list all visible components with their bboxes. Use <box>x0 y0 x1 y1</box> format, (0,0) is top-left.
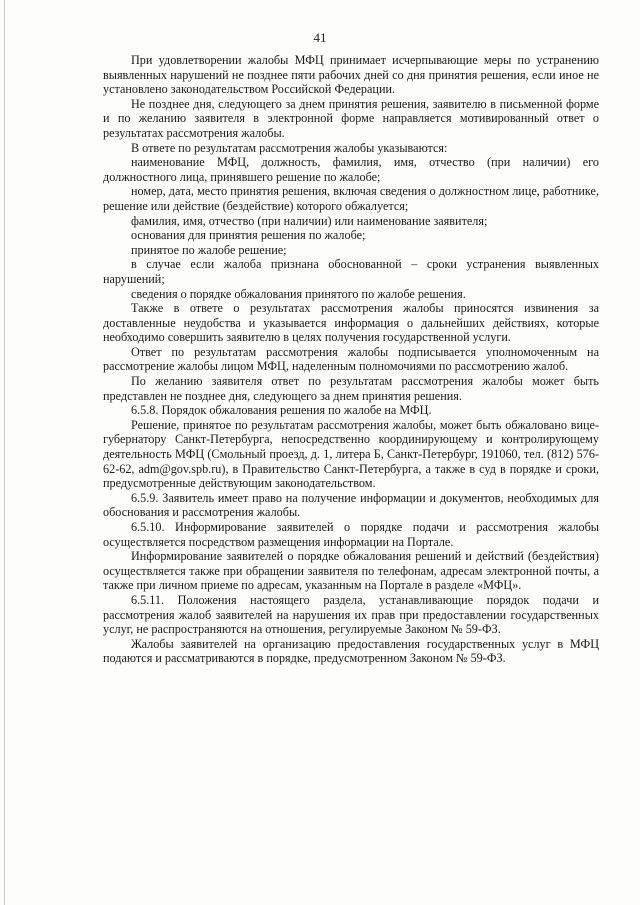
section-6-5-10: 6.5.10. Информирование заявителей о порядке подачи и рассмотрения жалобы осуществляется посредством размещения информации на Портале. <box>103 520 599 549</box>
list-item-remedy-deadlines: в случае если жалоба признана обоснованной – сроки устранения выявленных нарушений; <box>103 257 599 286</box>
paragraph-remedy-measures: При удовлетворении жалобы МФЦ принимает исчерпывающие меры по устранению выявленных нарушений не позднее пяти рабочих дней со дня принятия решения, если иное не установлено законодательством Российской Федерации. <box>103 53 599 97</box>
section-6-5-11: 6.5.11. Положения настоящего раздела, устанавливающие порядок подачи и рассмотрения жалоб заявителей на нарушения их прав при предоставлении государственных услуг, не распространяются на отношения, регулируемые Законом № 59-ФЗ. <box>103 592 599 637</box>
scan-edge-line <box>4 0 5 905</box>
paragraph-answer-contents-intro: В ответе по результатам рассмотрения жалобы указываются: <box>131 140 448 155</box>
paragraph-answer-timing: По желанию заявителя ответ по результатам рассмотрения жалобы может быть представлен не позднее дня, следующего за днем принятия решения. <box>103 374 599 403</box>
page-number: 41 <box>313 30 327 45</box>
paragraph-answer-signature: Ответ по результатам рассмотрения жалобы подписывается уполномоченным на рассмотрение жалобы лицом МФЦ, наделенным полномочиями по рассмотрению жалоб. <box>103 344 599 374</box>
section-6-5-8-heading: 6.5.8. Порядок обжалования решения по жалобе на МФЦ. <box>131 403 432 418</box>
paragraph-informing-channels: Информирование заявителей о порядке обжалования решений и действий (бездействия) осуществляется также при обращении заявителя по телефонам, адресам электронной почты, а также при личном приеме по адресам, указанным на Портале в разделе «МФЦ». <box>103 549 599 593</box>
list-item-applicant-name: фамилия, имя, отчество (при наличии) или наименование заявителя; <box>131 213 488 228</box>
list-item-decision: принятое по жалобе решение; <box>131 242 287 257</box>
document-body <box>103 53 599 666</box>
paragraph-law-59-fz: Жалобы заявителей на организацию предоставления государственных услуг в МФЦ подаются и рассматриваются в порядке, предусмотренном Законом № 59-ФЗ. <box>103 636 599 666</box>
paragraph-appeal-addressees: Решение, принятое по результатам рассмотрения жалобы, может быть обжаловано вице-губернатору Санкт-Петербурга, непосредственно координирующему и контролирующему деятельность МФЦ (Смольный проезд, д. 1, литера Б, Санкт-Петербург, 191060, тел. (812) 576-62-62, adm@gov.spb.ru), в Правительство Санкт-Петербурга, а также в суд в порядке и сроки, предусмотренные действующим законодательством. <box>103 417 599 491</box>
list-item-decision-details: номер, дата, место принятия решения, включая сведения о должностном лице, работнике, решение или действие (бездействие) которого обжалуется; <box>103 184 599 213</box>
section-6-5-9: 6.5.9. Заявитель имеет право на получение информации и документов, необходимых для обоснования и рассмотрения жалобы. <box>103 490 599 520</box>
paragraph-apologies: Также в ответе о результатах рассмотрения жалобы приносятся извинения за доставленные неудобства и указывается информация о дальнейших действиях, которые необходимо совершить заявителю в целях получения государственной услуги. <box>103 301 599 345</box>
list-item-mfc-official: наименование МФЦ, должность, фамилия, имя, отчество (при наличии) его должностного лица, принявшего решение по жалобе; <box>103 155 599 184</box>
paragraph-reasoned-answer: Не позднее дня, следующего за днем принятия решения, заявителю в письменной форме и по желанию заявителя в электронной форме направляется мотивированный ответ о результатах рассмотрения жалобы. <box>103 96 599 140</box>
list-item-appeal-procedure: сведения о порядке обжалования принятого по жалобе решения. <box>131 286 466 301</box>
list-item-grounds: основания для принятия решения по жалобе; <box>131 228 366 243</box>
